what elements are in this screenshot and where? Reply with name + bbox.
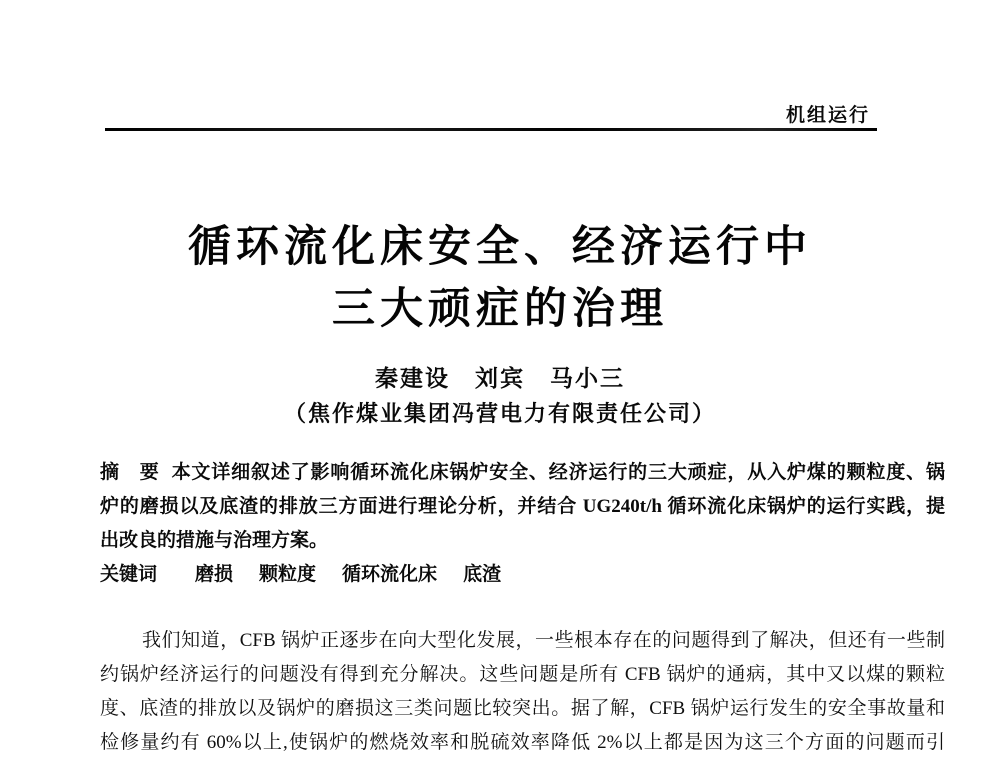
article-title-line1: 循环流化床安全、经济运行中 xyxy=(188,223,812,271)
keyword-item: 底渣 xyxy=(463,564,502,585)
keywords-row xyxy=(100,558,945,592)
body-line-3: 度、底渣的排放以及锅炉的磨损这三类问题比较突出。据了解，CFB 锅炉运行发生的安全事故量和 xyxy=(100,698,945,719)
body-paragraph xyxy=(100,624,945,760)
article-title-line2: 三大顽症的治理 xyxy=(332,285,668,333)
abstract-text-1: 本文详细叙述了影响循环流化床锅炉安全、经济运行的三大顽症，从入炉煤的颗粒度、锅 xyxy=(171,462,945,483)
abstract-line-1 xyxy=(100,456,945,490)
body-line-2: 约锅炉经济运行的问题没有得到充分解决。这些问题是所有 CFB 锅炉的通病，其中又以煤的颗粒 xyxy=(100,664,945,685)
journal-section-label: 机组运行 xyxy=(785,105,870,126)
keyword-item: 磨损 xyxy=(195,564,234,585)
keywords-label: 关键词 xyxy=(100,564,158,585)
abstract-line-2: 炉的磨损以及底渣的排放三方面进行理论分析，并结合 UG240t/h 循环流化床锅炉的运行实践，提 xyxy=(100,496,945,517)
header-rule xyxy=(105,128,877,131)
body-line-4: 检修量约有 60%以上,使锅炉的燃烧效率和脱硫效率降低 2%以上都是因为这三个方面的问题而引 xyxy=(100,732,945,753)
article-title xyxy=(0,216,1000,340)
keyword-item: 循环流化床 xyxy=(342,564,438,585)
affiliation: （焦作煤业集团冯营电力有限责任公司） xyxy=(283,401,716,426)
keyword-item: 颗粒度 xyxy=(259,564,317,585)
authors: 秦建设 刘宾 马小三 xyxy=(375,366,625,391)
abstract-line-3: 出改良的措施与治理方案。 xyxy=(100,530,329,551)
abstract-section xyxy=(100,456,945,592)
abstract-label: 摘 要 xyxy=(100,462,160,483)
body-line-1: 我们知道，CFB 锅炉正逐步在向大型化发展，一些根本存在的问题得到了解决，但还有一些制 xyxy=(142,630,945,651)
